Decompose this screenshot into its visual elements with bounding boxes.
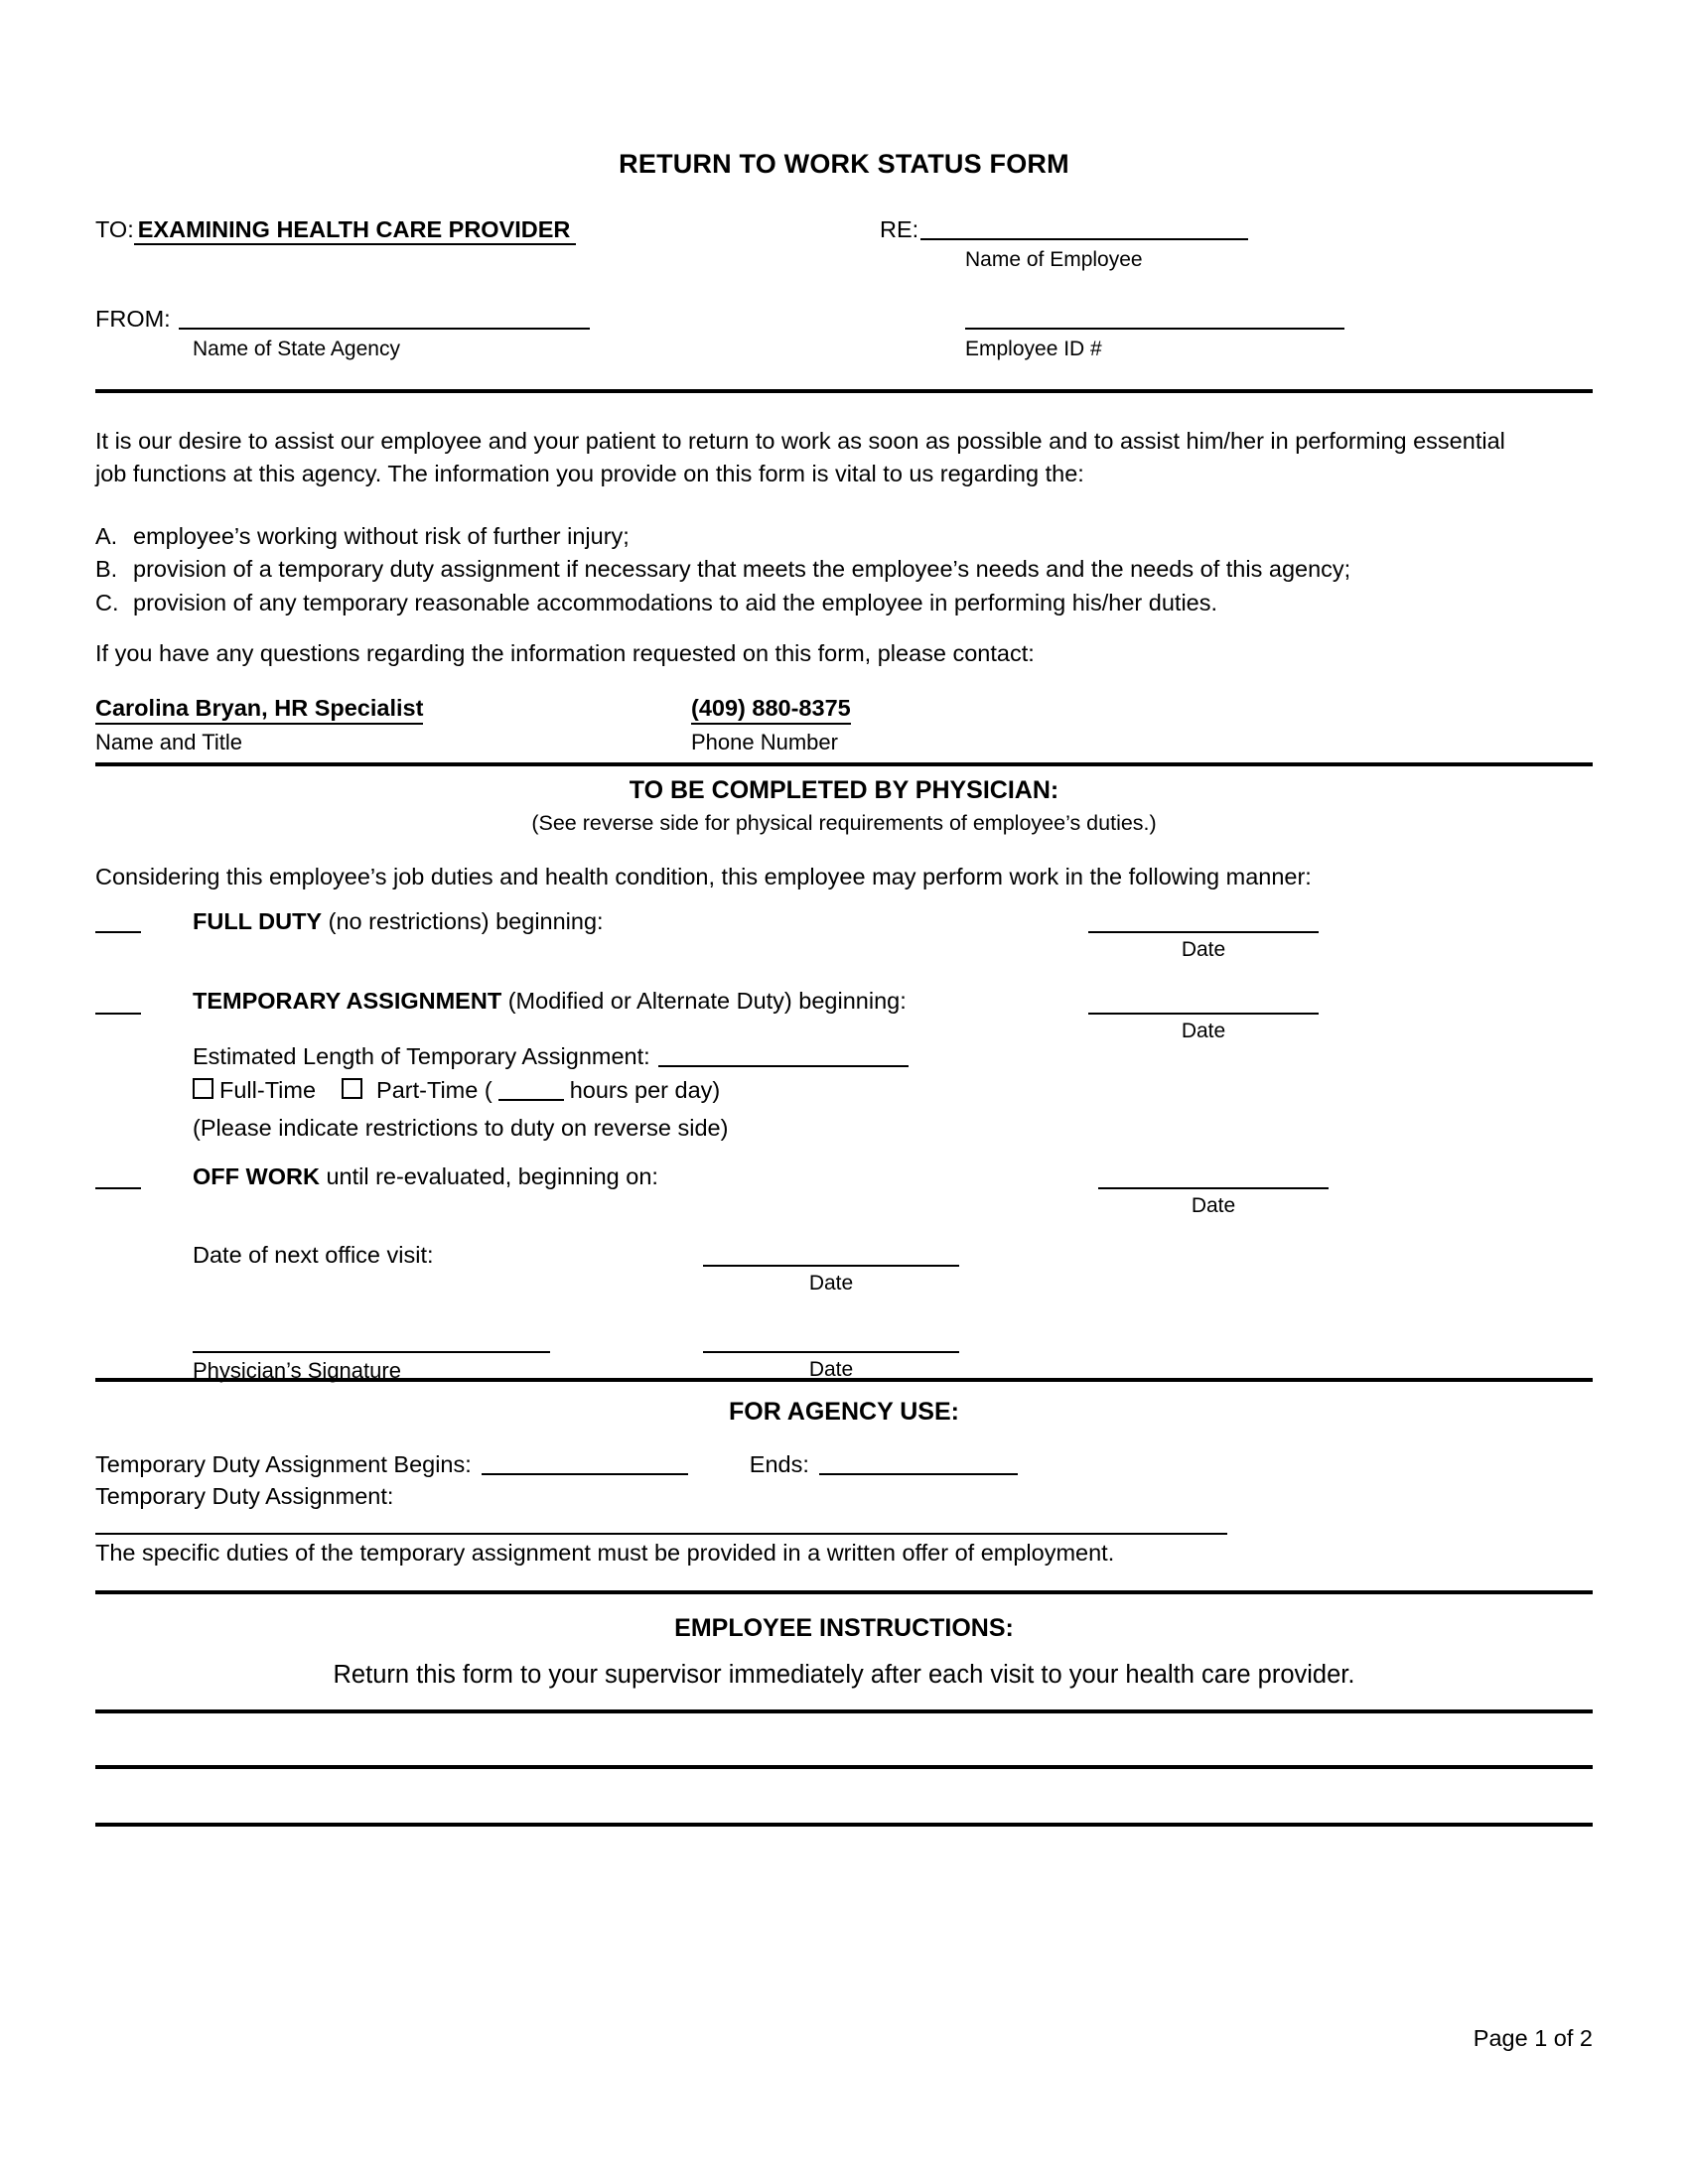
page-footer: Page 1 of 2 bbox=[1473, 2025, 1593, 2051]
next-visit-label: Date of next office visit: bbox=[193, 1242, 434, 1268]
list-item-text: provision of a temporary duty assignment if necessary that meets the employee’s needs and the needs of this agency; bbox=[133, 556, 1351, 583]
divider-bottom-1 bbox=[95, 1709, 1593, 1713]
off-work-rest-label: until re-evaluated, beginning on: bbox=[319, 1163, 658, 1189]
employee-id-input-line[interactable] bbox=[965, 328, 1344, 330]
temporary-assignment-checkbox-line[interactable] bbox=[95, 1013, 141, 1015]
full-duty-date-caption: Date bbox=[1181, 938, 1226, 961]
re-label: RE: bbox=[880, 216, 919, 242]
list-item-text: provision of any temporary reasonable accommodations to aid the employee in performing his/her duties. bbox=[133, 589, 1218, 615]
divider-physician bbox=[95, 762, 1593, 766]
part-time-label-pre: Part-Time ( bbox=[376, 1077, 492, 1103]
off-work-label bbox=[193, 1163, 658, 1190]
divider-bottom-2 bbox=[95, 1765, 1593, 1769]
agency-section-heading: FOR AGENCY USE: bbox=[729, 1398, 959, 1426]
full-time-checkbox[interactable] bbox=[193, 1078, 213, 1099]
to-label: TO: bbox=[95, 216, 134, 242]
agency-assignment-input-line[interactable] bbox=[95, 1533, 1227, 1535]
re-input-line[interactable] bbox=[920, 238, 1248, 240]
physician-signature-line[interactable] bbox=[193, 1351, 550, 1353]
intro-list bbox=[95, 520, 1593, 619]
part-time-hours-input-line[interactable] bbox=[498, 1099, 564, 1101]
off-work-bold-label: OFF WORK bbox=[193, 1163, 320, 1189]
estimated-length-label: Estimated Length of Temporary Assignment: bbox=[193, 1043, 650, 1069]
next-visit-date-caption: Date bbox=[808, 1272, 854, 1295]
to-field-group bbox=[95, 216, 576, 243]
to-value: EXAMINING HEALTH CARE PROVIDER bbox=[134, 216, 577, 245]
contact-question-line: If you have any questions regarding the information requested on this form, please contact: bbox=[95, 640, 1035, 666]
employee-name-caption: Name of Employee bbox=[965, 248, 1143, 271]
temporary-assignment-rest-label: (Modified or Alternate Duty) beginning: bbox=[501, 988, 907, 1014]
state-agency-caption: Name of State Agency bbox=[193, 338, 400, 360]
divider-employee bbox=[95, 1590, 1593, 1594]
time-type-row bbox=[193, 1077, 720, 1104]
list-item-text: employee’s working without risk of further injury; bbox=[133, 523, 630, 549]
temporary-assignment-date-line[interactable] bbox=[1088, 1013, 1319, 1015]
physician-section-subheading: (See reverse side for physical requirements of employee’s duties.) bbox=[531, 811, 1157, 835]
page-title: RETURN TO WORK STATUS FORM bbox=[619, 149, 1069, 179]
from-input-line[interactable] bbox=[179, 328, 590, 330]
divider-bottom-3 bbox=[95, 1823, 1593, 1827]
full-duty-checkbox-line[interactable] bbox=[95, 931, 141, 933]
agency-begins-input-line[interactable] bbox=[482, 1473, 688, 1475]
divider-header bbox=[95, 389, 1593, 393]
employee-section-heading: EMPLOYEE INSTRUCTIONS: bbox=[674, 1614, 1014, 1642]
agency-begins-row bbox=[95, 1451, 1018, 1478]
form-sheet bbox=[95, 0, 1593, 2184]
contact-name-value: Carolina Bryan, HR Specialist bbox=[95, 695, 423, 725]
temporary-assignment-date-caption: Date bbox=[1181, 1020, 1226, 1042]
restrictions-note: (Please indicate restrictions to duty on reverse side) bbox=[193, 1115, 729, 1141]
physician-section-heading: TO BE COMPLETED BY PHYSICIAN: bbox=[629, 776, 1059, 804]
agency-note: The specific duties of the temporary assignment must be provided in a written offer of employment. bbox=[95, 1540, 1115, 1566]
physician-signature-date-caption: Date bbox=[808, 1358, 854, 1381]
estimated-length-input-line[interactable] bbox=[658, 1065, 909, 1067]
contact-phone-caption: Phone Number bbox=[691, 730, 838, 754]
physician-signature-caption: Physician’s Signature bbox=[193, 1358, 401, 1383]
off-work-checkbox-line[interactable] bbox=[95, 1187, 141, 1189]
list-item bbox=[95, 587, 1593, 619]
full-duty-date-line[interactable] bbox=[1088, 931, 1319, 933]
temporary-assignment-label bbox=[193, 988, 907, 1015]
list-item-letter: B. bbox=[95, 556, 118, 583]
agency-begins-label: Temporary Duty Assignment Begins: bbox=[95, 1451, 472, 1477]
part-time-checkbox[interactable] bbox=[342, 1078, 362, 1099]
from-label: FROM: bbox=[95, 306, 171, 332]
part-time-label-post: hours per day) bbox=[569, 1077, 721, 1103]
divider-agency bbox=[95, 1378, 1593, 1382]
list-item-letter: A. bbox=[95, 523, 118, 549]
agency-assignment-label: Temporary Duty Assignment: bbox=[95, 1483, 394, 1509]
intro-paragraph: It is our desire to assist our employee and your patient to return to work as soon as possible and to assist him/her in performing essential job functions at this agency. The information you provide on this form is vital to us regarding the: bbox=[95, 428, 1505, 487]
off-work-date-line[interactable] bbox=[1098, 1187, 1329, 1189]
estimated-length-row bbox=[193, 1043, 909, 1070]
contact-name-caption: Name and Title bbox=[95, 730, 242, 754]
physician-signature-date-line[interactable] bbox=[703, 1351, 959, 1353]
full-duty-rest-label: (no restrictions) beginning: bbox=[322, 908, 604, 934]
agency-ends-input-line[interactable] bbox=[819, 1473, 1018, 1475]
full-duty-bold-label: FULL DUTY bbox=[193, 908, 323, 934]
off-work-date-caption: Date bbox=[1191, 1194, 1236, 1217]
contact-phone-value: (409) 880-8375 bbox=[691, 695, 851, 725]
employee-id-caption: Employee ID # bbox=[965, 338, 1102, 360]
re-field-group bbox=[880, 216, 1248, 243]
employee-section-body: Return this form to your supervisor immediately after each visit to your health care provider. bbox=[333, 1661, 1355, 1689]
list-item bbox=[95, 520, 1593, 553]
physician-lead-in: Considering this employee’s job duties and health condition, this employee may perform work in the following manner: bbox=[95, 864, 1312, 889]
next-visit-date-line[interactable] bbox=[703, 1265, 959, 1267]
agency-ends-label: Ends: bbox=[749, 1451, 809, 1477]
full-time-label: Full-Time bbox=[219, 1077, 317, 1103]
list-item-letter: C. bbox=[95, 589, 119, 615]
temporary-assignment-bold-label: TEMPORARY ASSIGNMENT bbox=[193, 988, 502, 1014]
full-duty-label bbox=[193, 908, 604, 935]
list-item bbox=[95, 553, 1593, 586]
from-field-group bbox=[95, 306, 590, 333]
